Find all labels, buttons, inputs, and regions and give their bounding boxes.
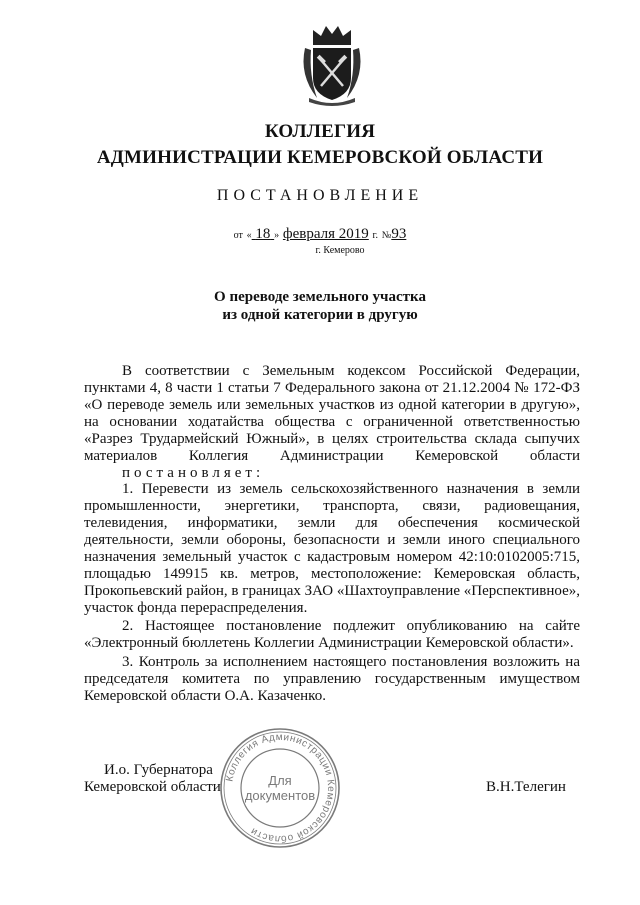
stamp-center-line1: Для [268, 773, 292, 788]
date-day: 18 [255, 226, 271, 242]
date-prefix: от [233, 230, 243, 241]
signatory-name: В.Н.Телегин [486, 779, 566, 795]
stamp-center-line2: документов [244, 788, 316, 803]
number-sign: № [381, 230, 392, 241]
city: г. Кемерово [315, 245, 365, 256]
paragraph-item-1: 1. Перевести из земель сельскохозяйственного назначения в земли промышленности, энергетики, транспорта, связи, радиовещания, телевидения, информатики, земли для обеспечения космической деятельности, земли обороны, безопасности и земли иного специального назначения земельный участок с кадастровым номером 42:10:0102005:715, площадью 149915 кв. метров, местоположение: Кемеровская область, Прокопьевский район, в границах ЗАО «Шахтоуправление «Перспективное», участок фонда перераспределения. [84, 481, 580, 616]
signatory-position-line2: Кемеровской области [84, 779, 221, 795]
document-title-line1: О переводе земельного участка [214, 289, 426, 305]
coat-of-arms-icon [299, 20, 365, 106]
quote-open: « [246, 230, 252, 241]
paragraph-item-2: 2. Настоящее постановление подлежит опубликованию на сайте «Электронный бюллетень Коллегии Администрации Кемеровской области». [84, 618, 580, 651]
stamp-ring-text: Коллегия Администрации Кемеровской области [224, 731, 337, 845]
paragraph-item-3: 3. Контроль за исполнением настоящего постановления возложить на председателя комитета по управлению государственным имуществом Кемеровской области О.А. Казаченко. [84, 654, 580, 704]
collegium-title: КОЛЛЕГИЯ [264, 121, 376, 142]
paragraph-preamble: В соответствии с Земельным кодексом Российской Федерации, пунктами 4, 8 части 1 статьи 7 Федерального закона от 21.12.2004 № 172-ФЗ «О переводе земель или земельных участков из одной категории в другую», на основании ходатайства общества с ограниченной ответственностью «Разрез Трудармейский Южный», в целях строительства склада сыпучих материалов Коллегия Администрации Кемеровской области постановляет: [84, 363, 580, 481]
document-number: 93 [391, 226, 407, 242]
quote-close: » [274, 230, 280, 241]
year-suffix: г. [372, 230, 379, 241]
signatory-position-line1: И.о. Губернатора [104, 762, 213, 778]
decree-word: постановляет: [122, 465, 265, 481]
administration-title: АДМИНИСТРАЦИИ КЕМЕРОВСКОЙ ОБЛАСТИ [96, 147, 544, 168]
date-month-year: февраля 2019 [282, 226, 369, 242]
date-number-line [0, 226, 640, 243]
official-stamp-icon [219, 727, 341, 849]
document-type: ПОСТАНОВЛЕНИЕ [216, 187, 424, 204]
document-title-line2: из одной категории в другую [222, 307, 418, 323]
